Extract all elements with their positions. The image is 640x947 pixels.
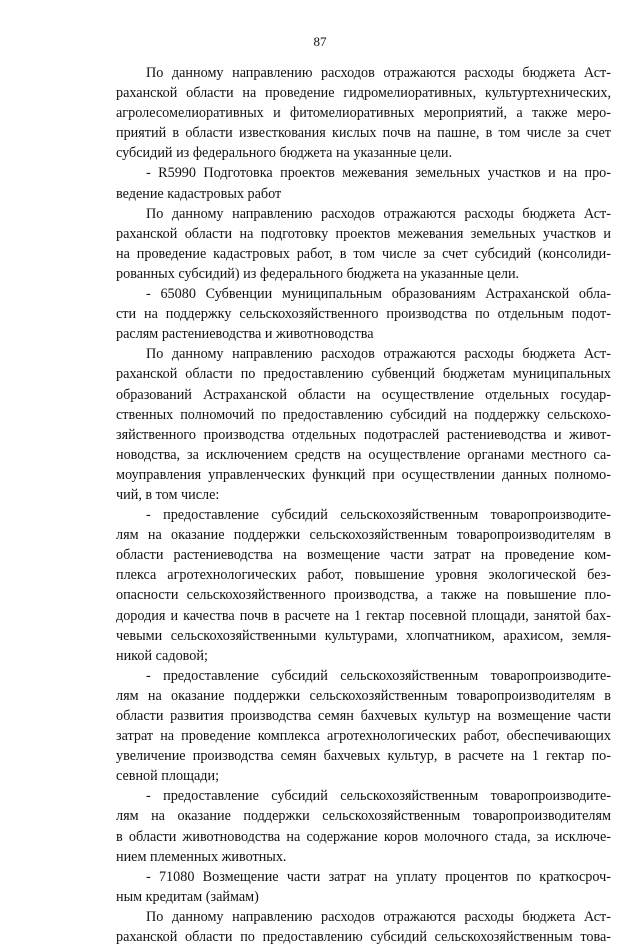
text-line: плекса агротехнологических работ, повышение уровня экологической без- — [116, 567, 611, 584]
text-line: области развития производства семян бахчевых культур на возмещение части — [116, 708, 611, 724]
text-line: По данному направлению расходов отражаются расходы бюджета Аст- — [146, 908, 611, 925]
text-line: раслям растениеводства и животноводства — [116, 326, 374, 343]
text-line: нием племенных животных. — [116, 848, 287, 865]
text-line: раханской области по предоставлению субвенций бюджетам муниципальных — [116, 366, 611, 383]
text-line: дородия и качества почв в расчете на 1 гектар посевной площади, занятой бах- — [116, 607, 611, 624]
text-line: По данному направлению расходов отражаются расходы бюджета Аст- — [146, 65, 611, 81]
text-line: - предоставление субсидий сельскохозяйственным товаропроизводите- — [146, 507, 611, 524]
text-line: никой садовой; — [116, 647, 208, 664]
text-line: приятий в области известкования кислых почв на пашне, в том числе за счет — [116, 125, 611, 142]
text-line: - R5990 Подготовка проектов межевания земельных участков и на про- — [146, 165, 611, 182]
text-line: зяйственного производства отдельных подотраслей растениеводства и живот- — [116, 426, 611, 443]
text-line: По данному направлению расходов отражаются расходы бюджета Аст- — [146, 346, 611, 363]
text-line: новодства, за исключением средств на осуществление органами местного са- — [116, 446, 611, 463]
text-line: агролесомелиоративных и фитомелиоративных мероприятий, а также меро- — [116, 105, 611, 122]
text-line: ным кредитам (займам) — [116, 888, 259, 905]
document-body — [116, 63, 611, 947]
text-line: ственных полномочий по предоставлению субсидий на поддержку сельскохо- — [116, 406, 611, 423]
text-line: субсидий из федерального бюджета на указанные цели. — [116, 145, 453, 162]
text-line: лям на оказание поддержки сельскохозяйственным товаропроизводителям в — [116, 527, 611, 544]
page-number: 87 — [313, 34, 327, 49]
text-line: на проведение кадастровых работ, в том числе за счет субсидий (консолиди- — [116, 245, 611, 262]
text-line: области растениеводства на возмещение части затрат на проведение ком- — [116, 547, 611, 564]
text-line: По данному направлению расходов отражаются расходы бюджета Аст- — [146, 205, 611, 222]
text-line: - 65080 Субвенции муниципальным образованиям Астраханской обла- — [146, 286, 611, 303]
text-line: раханской области на подготовку проектов межевания земельных участков и — [116, 225, 611, 242]
text-line: - предоставление субсидий сельскохозяйственным товаропроизводите- — [146, 788, 611, 805]
text-line: увеличение производства семян бахчевых культур, в расчете на 1 гектар по- — [116, 748, 611, 765]
text-line: - предоставление субсидий сельскохозяйственным товаропроизводите- — [146, 667, 611, 684]
text-line: образований Астраханской области на осуществление отдельных государ- — [116, 386, 611, 403]
text-line: раханской области на проведение гидромелиоративных, культуртехнических, — [116, 85, 611, 102]
text-line: в области животноводства на содержание коров молочного стада, за исключе- — [116, 828, 611, 845]
text-line: ведение кадастровых работ — [116, 185, 282, 202]
text-line: севной площади; — [116, 768, 220, 785]
text-line: лям на оказание поддержки сельскохозяйственным товаропроизводителям — [116, 808, 611, 825]
text-line: раханской области по предоставлению субсидий сельскохозяйственным това- — [116, 929, 611, 946]
text-line: чевыми сельскохозяйственными культурами, хлопчатником, арахисом, земля- — [116, 627, 611, 644]
text-line: рованных субсидий) из федерального бюджета на указанные цели. — [116, 265, 520, 282]
text-line: - 71080 Возмещение части затрат на уплату процентов по краткосроч- — [146, 868, 611, 885]
text-line: затрат на проведение комплекса агротехнологических работ, обеспечивающих — [116, 728, 611, 745]
text-line: сти на поддержку сельскохозяйственного производства по отдельным подот- — [116, 306, 611, 323]
text-line: чий, в том числе: — [116, 486, 220, 503]
text-line: опасности сельскохозяйственного производства, а также на повышение пло- — [116, 587, 611, 604]
text-line: моуправления управленческих функций при осуществлении данных полномо- — [116, 466, 611, 483]
text-line: лям на оказание поддержки сельскохозяйственным товаропроизводителям в — [116, 687, 611, 704]
